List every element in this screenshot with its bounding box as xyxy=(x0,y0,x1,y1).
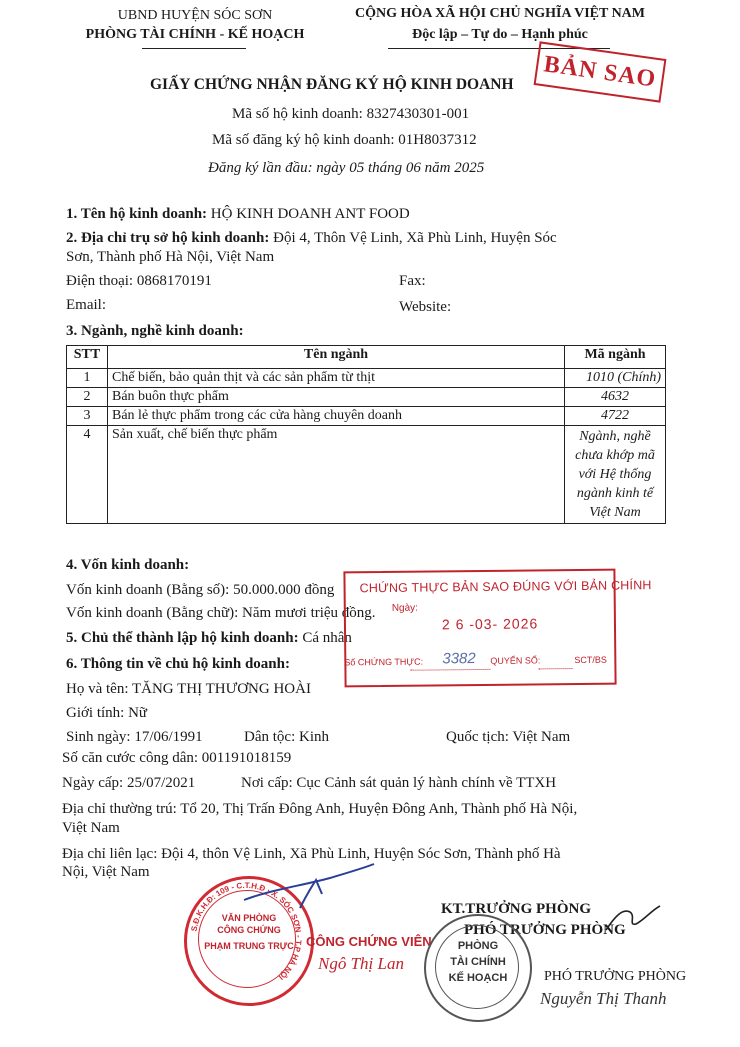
signature-scribble xyxy=(600,900,664,940)
col-stt: STT xyxy=(67,346,108,369)
section-3-label: 3. Ngành, nghề kinh doanh: xyxy=(66,323,244,339)
email: Email: xyxy=(66,297,106,313)
office-seal-line-1: PHÒNG xyxy=(457,940,499,952)
table-header-row xyxy=(67,346,666,369)
permanent-address-line-1: Địa chỉ thường trú: Tổ 20, Thị Trấn Đông Anh, Huyện Đông Anh, Thành phố Hà Nội, xyxy=(62,801,578,817)
cert-number-value: 3382 xyxy=(442,650,476,668)
certified-copy-stamp xyxy=(343,569,652,688)
notary-seal-ring: S.Đ.K.H.Đ: 109 - C.T.H.Đ · X. SÓC SƠN - T.P HÀ NỘI xyxy=(189,880,304,982)
national-header xyxy=(320,6,680,43)
row-stt: 2 xyxy=(67,388,108,407)
table-row xyxy=(67,407,666,426)
household-business-code: Mã số hộ kinh doanh: 8327430301-001 xyxy=(232,106,470,122)
row-name: Bán buôn thực phẩm xyxy=(108,388,565,407)
id-issue-date: Ngày cấp: 25/07/2021 xyxy=(62,775,196,791)
owner-dob: Sinh ngày: 17/06/1991 xyxy=(66,729,203,745)
owner-id-number: Số căn cước công dân: 001191018159 xyxy=(62,750,292,766)
row-code: 1010 (Chính) xyxy=(565,369,666,388)
business-address-line-1: Đội 4, Thôn Vệ Linh, Xã Phù Linh, Huyện Sóc xyxy=(269,230,557,246)
row-stt: 1 xyxy=(67,369,108,388)
signature-line-1: KT.TRƯỞNG PHÒNG xyxy=(441,901,591,917)
office-seal xyxy=(424,914,532,1022)
section-5-label: 5. Chủ thể thành lập hộ kinh doanh: xyxy=(66,630,299,646)
capital-words: Vốn kinh doanh (Bằng chữ): Năm mươi triệu đồng. xyxy=(66,605,376,621)
issuer-line-1: UBND HUYỆN SÓC SƠN xyxy=(117,8,273,23)
cert-date-label: Ngày: xyxy=(391,602,418,614)
cert-number-label: Số CHỨNG THỰC: xyxy=(344,656,424,668)
national-line-1: CỘNG HÒA XÃ HỘI CHỦ NGHĨA VIỆT NAM xyxy=(354,6,645,21)
capital-number: Vốn kinh doanh (Bằng số): 50.000.000 đồng xyxy=(66,582,335,598)
owner-nationality: Quốc tịch: Việt Nam xyxy=(446,729,571,745)
notary-seal-line-3: PHẠM TRUNG TRỰC xyxy=(204,941,294,951)
permanent-address-line-2: Việt Nam xyxy=(62,820,120,836)
section-5 xyxy=(66,630,352,647)
business-name: HỘ KINH DOANH ANT FOOD xyxy=(207,206,410,222)
row-name: Sản xuất, chế biến thực phẩm xyxy=(108,426,565,524)
signatory-name: Nguyễn Thị Thanh xyxy=(540,989,667,1008)
issuer-line-2: PHÒNG TÀI CHÍNH - KẾ HOẠCH xyxy=(85,27,305,42)
id-issue-place: Nơi cấp: Cục Cảnh sát quản lý hành chính về TTXH xyxy=(241,775,557,791)
phone: Điện thoại: 0868170191 xyxy=(66,273,212,289)
office-seal-line-3: KẾ HOẠCH xyxy=(448,972,508,984)
owner-ethnicity: Dân tộc: Kinh xyxy=(244,729,329,745)
row-name: Chế biến, bảo quản thịt và các sản phẩm từ thịt xyxy=(108,369,565,388)
table-row xyxy=(67,426,666,524)
col-name: Tên ngành xyxy=(108,346,565,369)
blue-ink-signature xyxy=(240,860,380,920)
cert-date-value: 2 6 -03- 2026 xyxy=(441,615,539,633)
business-lines-table xyxy=(66,345,666,524)
row-stt: 4 xyxy=(67,426,108,524)
section-1-label: 1. Tên hộ kinh doanh: xyxy=(66,206,208,222)
row-stt: 3 xyxy=(67,407,108,426)
office-seal-line-2: TÀI CHÍNH xyxy=(450,956,506,968)
row-code: 4632 xyxy=(565,388,666,407)
cert-suffix: SCT/BS xyxy=(574,654,607,666)
notary-signer-name: Ngô Thị Lan xyxy=(318,954,404,973)
col-code: Mã ngành xyxy=(565,346,666,369)
notary-seal-line-1: VĂN PHÒNG xyxy=(221,913,277,923)
table-row xyxy=(67,388,666,407)
section-2 xyxy=(66,230,557,247)
signature-line-2: PHÓ TRƯỞNG PHÒNG xyxy=(464,922,626,938)
cert-book-label: QUYỂN SỐ: xyxy=(490,655,541,666)
national-line-2: Độc lập – Tự do – Hạnh phúc xyxy=(412,27,588,42)
founder-type: Cá nhân xyxy=(298,630,352,646)
fax: Fax: xyxy=(399,273,426,289)
section-6-label: 6. Thông tin về chủ hộ kinh doanh: xyxy=(66,656,290,672)
owner-name: Họ và tên: TĂNG THỊ THƯƠNG HOÀI xyxy=(66,681,311,697)
registration-code: Mã số đăng ký hộ kinh doanh: 01H8037312 xyxy=(212,132,477,148)
website: Website: xyxy=(399,299,452,315)
notary-seal-line-2: CÔNG CHỨNG xyxy=(217,925,281,935)
row-code: 4722 xyxy=(565,407,666,426)
row-code: Ngành, nghề chưa khớp mã với Hệ thống ngành kinh tế Việt Nam xyxy=(565,426,666,524)
contact-address-line-1: Địa chỉ liên lạc: Đội 4, thôn Vệ Linh, Xã Phù Linh, Huyện Sóc Sơn, Thành phố Hà xyxy=(62,846,561,862)
issuer-underline xyxy=(142,48,246,49)
section-4-label: 4. Vốn kinh doanh: xyxy=(66,557,190,573)
section-2-label: 2. Địa chỉ trụ sở hộ kinh doanh: xyxy=(66,230,270,246)
owner-gender: Giới tính: Nữ xyxy=(66,705,148,721)
issuer-header xyxy=(60,8,330,43)
signatory-title: PHÓ TRƯỞNG PHÒNG xyxy=(544,969,687,984)
copy-stamp: BẢN SAO xyxy=(534,41,667,102)
cert-number-dots xyxy=(410,669,490,671)
notary-label: CÔNG CHỨNG VIÊN xyxy=(306,934,432,949)
business-address-line-2: Sơn, Thành phố Hà Nội, Việt Nam xyxy=(66,249,275,265)
document-title: GIẤY CHỨNG NHẬN ĐĂNG KÝ HỘ KINH DOANH xyxy=(150,76,514,93)
contact-address-line-2: Nội, Việt Nam xyxy=(62,864,150,880)
first-registration-date: Đăng ký lần đầu: ngày 05 tháng 06 năm 2025 xyxy=(208,160,485,176)
section-1 xyxy=(66,206,410,223)
table-row xyxy=(67,369,666,388)
row-name: Bán lẻ thực phẩm trong các cửa hàng chuyên doanh xyxy=(108,407,565,426)
cert-book-dots xyxy=(538,668,572,669)
certified-copy-text: CHỨNG THỰC BẢN SAO ĐÚNG VỚI BẢN CHÍNH xyxy=(359,578,652,596)
